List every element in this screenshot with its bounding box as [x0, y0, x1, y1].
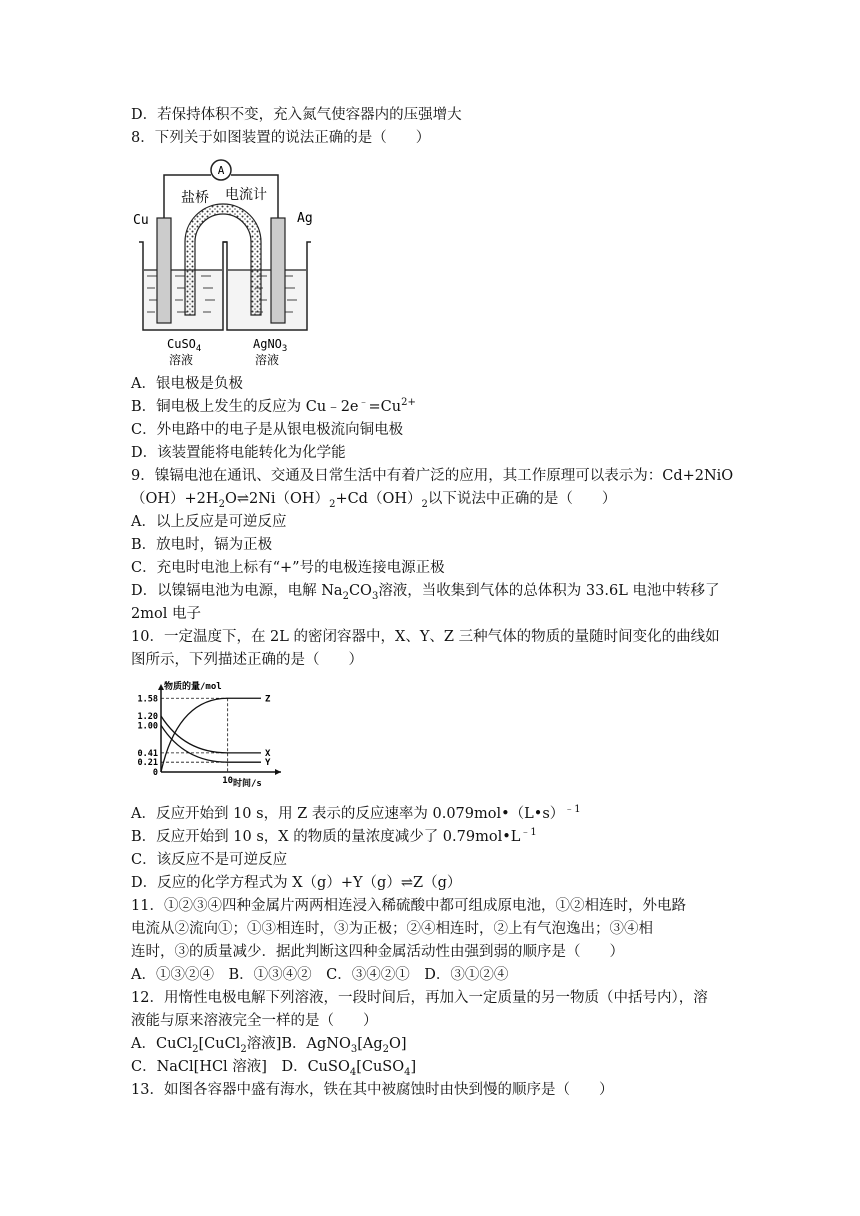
- right-solution-word: 溶液: [255, 353, 280, 367]
- q8-option-a: A．银电极是负极: [131, 376, 243, 392]
- q9-option-b: B．放电时，镉为正极: [131, 537, 273, 553]
- q11-stem-line1: 11．①②③④四种金属片两两相连浸入稀硫酸中都可组成原电池，①②相连时，外电路: [131, 898, 686, 914]
- agno3-label: AgNO$_3$: [253, 337, 288, 354]
- cu-electrode: [157, 218, 171, 323]
- y-tick-label: 1.58: [137, 694, 158, 705]
- q10-chart: [131, 678, 296, 796]
- q9-option-d-cont: 2mol 电子: [131, 606, 201, 622]
- y-tick-label: 0.41: [137, 748, 158, 759]
- x-axis-arrow: [275, 769, 281, 775]
- q10-option-d: D．反应的化学方程式为 X（g）+Y（g）⇌Z（g）: [131, 875, 462, 891]
- q9-stem-line1: 9．镍镉电池在通讯、交通及日常生活中有着广泛的应用，其工作原理可以表示为：Cd+2NiO: [131, 468, 734, 484]
- x-tick-label: 10: [222, 776, 234, 786]
- series-line-x: [161, 716, 261, 753]
- q12-options-cd: C．NaCl[HCl 溶液] D．CuSO$_4$[CuSO$_4$]: [131, 1059, 417, 1078]
- q8-option-b: B．铜电极上发生的反应为 $Cu﹣2e^﹣=Cu^{2+}$: [131, 397, 416, 415]
- q7-option-d: D．若保持体积不变，充入氮气使容器内的压强增大: [131, 107, 462, 123]
- q8-galvanic-cell-figure: [131, 150, 327, 368]
- galvanometer-label: 电流计: [225, 187, 267, 203]
- q10-option-a: A．反应开始到 10 s，用 Z 表示的反应速率为 0.079mol•（L•s）$^{﹣1}$: [131, 804, 581, 822]
- q10-option-b: B．反应开始到 10 s，X 的物质的量浓度减少了 $0.79mol•L^{﹣1}$: [131, 827, 537, 845]
- left-solution-word: 溶液: [169, 353, 194, 367]
- y-tick-label: 1.20: [137, 712, 158, 722]
- y-axis-label: 物质的量/mol: [164, 682, 222, 692]
- y-tick-label: 0.21: [137, 758, 158, 769]
- series-label-y: Y: [265, 758, 271, 769]
- q9-option-c: C．充电时电池上标有“+”号的电极连接电源正极: [131, 560, 445, 576]
- salt-bridge-label: 盐桥: [181, 190, 209, 206]
- q10-stem-line2: 图所示，下列描述正确的是（ ）: [131, 652, 363, 668]
- cuso4-label: CuSO$_4$: [167, 337, 202, 354]
- q9-option-a: A．以上反应是可逆反应: [131, 514, 287, 530]
- q12-stem-line2: 液能与原来溶液完全一样的是（ ）: [131, 1013, 378, 1029]
- q11-stem-line2: 电流从②流向①；①③相连时，③为正极；②④相连时，②上有气泡逸出；③④相: [131, 921, 653, 937]
- q10-stem-line1: 10．一定温度下，在 2L 的密闭容器中，X、Y、Z 三种气体的物质的量随时间变化的曲线如: [131, 629, 720, 645]
- q8-option-c: C．外电路中的电子是从银电极流向铜电极: [131, 422, 404, 438]
- cu-label: Cu: [133, 213, 149, 228]
- ag-label: Ag: [297, 211, 313, 226]
- q13-stem: 13．如图各容器中盛有海水，铁在其中被腐蚀时由快到慢的顺序是（ ）: [131, 1082, 614, 1098]
- q8-option-d: D．该装置能将电能转化为化学能: [131, 445, 346, 461]
- x-axis-label: 时间/s: [233, 779, 262, 789]
- q12-stem-line1: 12．用惰性电极电解下列溶液，一段时间后，再加入一定质量的另一物质（中括号内），溶: [131, 990, 708, 1006]
- ammeter-label: A: [217, 164, 225, 177]
- ag-electrode: [271, 218, 285, 323]
- q11-stem-line3: 连时，③的质量减少．据此判断这四种金属活动性由强到弱的顺序是（ ）: [131, 944, 624, 960]
- series-label-z: Z: [265, 694, 271, 705]
- q12-options-ab: A．CuCl$_2$[CuCl$_2$溶液]B．$AgNO_3[Ag_2O]$: [131, 1036, 407, 1055]
- q10-option-c: C．该反应不是可逆反应: [131, 852, 288, 868]
- y-tick-label: 0: [152, 768, 158, 778]
- q11-options: A．①③②④ B．①③④② C．③④②① D．③①②④: [131, 967, 509, 983]
- q8-stem: 8．下列关于如图装置的说法正确的是（ ）: [131, 130, 431, 146]
- q9-option-d: D．以镍镉电池为电源，电解 $Na_2CO_3$溶液，当收集到气体的总体积为 33.6L 电池中转移了: [131, 583, 720, 602]
- y-tick-label: 1.00: [137, 721, 158, 732]
- q9-stem-line2: $(OH)+2H_2O\rightleftharpoons 2Ni(OH)_2+Cd(OH)_2$以下说法中正确的是（ ）: [131, 491, 617, 510]
- series-label-x: X: [265, 748, 271, 759]
